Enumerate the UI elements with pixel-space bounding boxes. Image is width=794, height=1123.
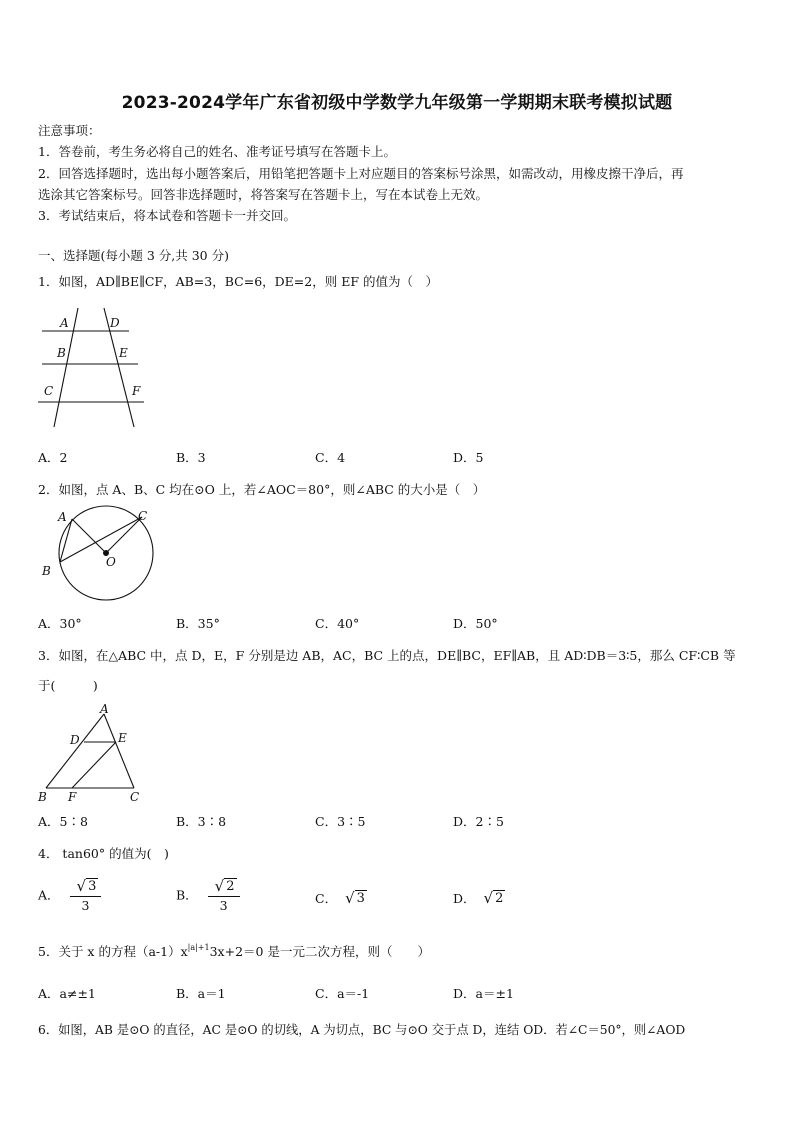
q4-d-arg: 2 xyxy=(495,891,504,906)
q5-option-d: D．a＝±1 xyxy=(453,986,514,1001)
notice-heading: 注意事项： xyxy=(38,123,101,138)
fig3-label-E: E xyxy=(118,731,127,745)
q2-option-c: C．40° xyxy=(315,616,360,631)
fig1-label-D: D xyxy=(110,316,120,330)
question-1-figure xyxy=(34,305,154,430)
q4-option-a xyxy=(38,878,101,914)
question-3-stem: 3．如图，在△ABC 中，点 D，E，F 分别是边 AB，AC，BC 上的点，DE∥BC，EF∥AB，且 AD∶DB＝3∶5，那么 CF∶CB 等 xyxy=(38,648,736,663)
q4-option-b xyxy=(176,878,240,914)
q3-option-c: C．3∶5 xyxy=(315,814,366,829)
q4-b-num: 2 xyxy=(226,879,235,894)
q2-option-d: D．50° xyxy=(453,616,498,631)
notice-item-3: 3．考试结束后，将本试卷和答题卡一并交回。 xyxy=(38,208,296,223)
fig3-label-C: C xyxy=(130,790,140,804)
fig2-label-O: O xyxy=(106,555,116,569)
question-5-stem xyxy=(38,942,430,960)
fig3-label-B: B xyxy=(38,790,47,804)
q5-option-c: C．a＝-1 xyxy=(315,986,370,1001)
q4-c-arg: 3 xyxy=(356,891,365,906)
page-title: 2023-2024学年广东省初级中学数学九年级第一学期期末联考模拟试题 xyxy=(121,93,673,113)
q3-option-b: B．3∶8 xyxy=(176,814,227,829)
question-2-figure xyxy=(36,505,161,605)
question-3-stem-cont: 于( ) xyxy=(38,678,98,693)
question-2-stem: 2．如图，点 A、B、C 均在⊙O 上，若∠AOC＝80°，则∠ABC 的大小是（ ） xyxy=(38,482,486,497)
fig3-label-A: A xyxy=(100,702,109,716)
q4-b-den: 3 xyxy=(219,898,228,913)
fig1-label-C: C xyxy=(44,384,54,398)
fig2-label-C: C xyxy=(138,509,148,523)
fig1-label-A: A xyxy=(60,316,69,330)
fig3-label-F: F xyxy=(68,790,77,804)
q4-option-a-fraction: √ 3 3 xyxy=(70,878,102,914)
notice-item-2-cont: 选涂其它答案标号。回答非选择题时，将答案写在答题卡上，写在本试卷上无效。 xyxy=(38,187,489,202)
notice-item-1: 1．答卷前，考生务必将自己的姓名、准考证号填写在答题卡上。 xyxy=(38,144,396,159)
question-4-stem: 4． tan60° 的值为( ) xyxy=(38,846,169,861)
q2-option-b: B．35° xyxy=(176,616,220,631)
q4-option-d: D． √ 2 xyxy=(453,889,504,907)
q5-exponent: |a|+1 xyxy=(187,943,210,952)
question-6-stem: 6．如图，AB 是⊙O 的直径，AC 是⊙O 的切线，A 为切点，BC 与⊙O 交于点 D，连结 OD．若∠C＝50°，则∠AOD xyxy=(38,1023,686,1037)
q4-option-c-prefix: C． xyxy=(315,891,338,906)
q4-option-a-prefix: A． xyxy=(38,887,60,903)
q4-option-b-prefix: B． xyxy=(176,887,198,903)
fig1-label-E: E xyxy=(119,346,128,360)
q1-option-b: B．3 xyxy=(176,450,206,465)
fig1-label-B: B xyxy=(57,346,66,360)
fig2-label-B: B xyxy=(42,564,51,578)
fig1-label-F: F xyxy=(132,384,141,398)
notice-item-2: 2．回答选择题时，选出每小题答案后，用铅笔把答题卡上对应题目的答案标号涂黑，如需改动，用橡皮擦干净后，再 xyxy=(38,166,684,181)
fig3-label-D: D xyxy=(70,733,80,747)
q5-option-b: B．a＝1 xyxy=(176,986,226,1001)
q3-option-d: D．2∶5 xyxy=(453,814,504,829)
q4-a-den: 3 xyxy=(81,898,90,913)
section-heading: 一、选择题(每小题 3 分,共 30 分) xyxy=(38,248,229,263)
q3-option-a: A．5∶8 xyxy=(38,814,88,829)
q5-stem-pre: 5．关于 x 的方程（a-1）x xyxy=(38,944,188,959)
q5-stem-post: 3x+2＝0 是一元二次方程，则（ ） xyxy=(209,944,430,959)
q5-option-a: A．a≠±1 xyxy=(38,986,96,1001)
q1-option-a: A．2 xyxy=(38,450,68,465)
fig2-label-A: A xyxy=(58,510,67,524)
q4-option-d-prefix: D． xyxy=(453,891,476,906)
question-1-stem: 1．如图，AD∥BE∥CF，AB=3，BC=6，DE=2，则 EF 的值为（ ） xyxy=(38,274,438,289)
q1-option-c: C．4 xyxy=(315,450,346,465)
q4-option-c: C． √ 3 xyxy=(315,889,365,907)
q2-option-a: A．30° xyxy=(38,616,82,631)
q1-option-d: D．5 xyxy=(453,450,484,465)
question-3-figure xyxy=(34,702,149,804)
q4-option-b-fraction: √ 2 3 xyxy=(208,878,240,914)
q4-a-num: 3 xyxy=(88,879,97,894)
